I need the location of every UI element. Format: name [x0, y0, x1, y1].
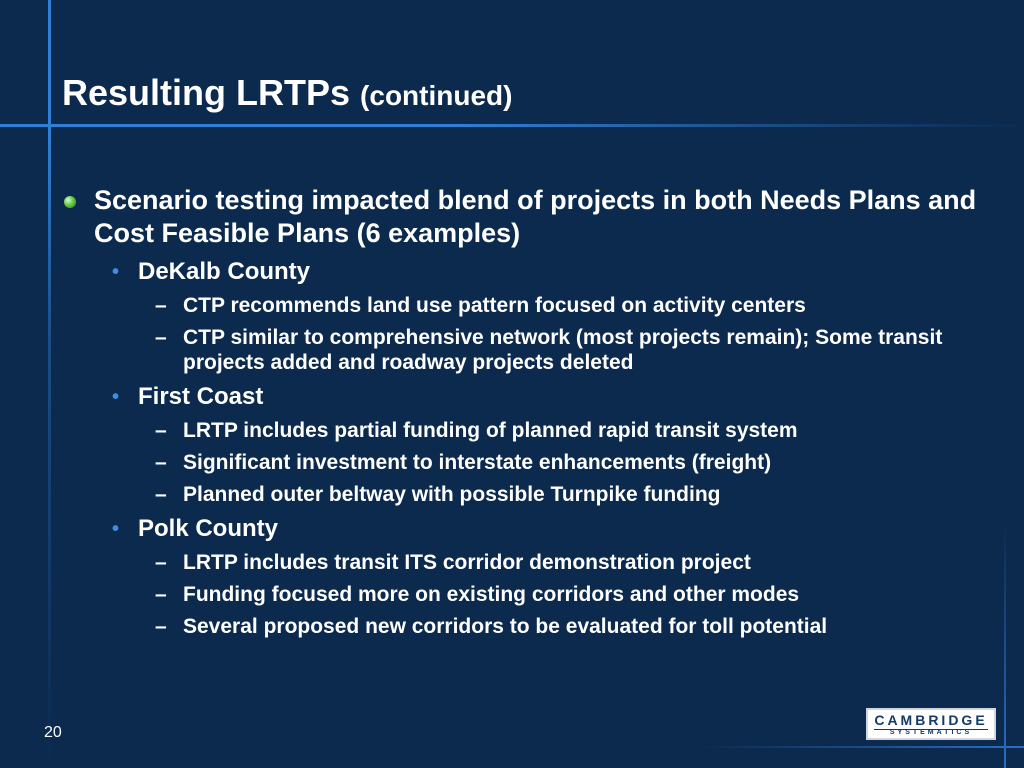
dash-bullet-icon: – — [155, 483, 167, 506]
list-item — [62, 418, 1002, 443]
list-item — [62, 450, 1002, 475]
accent-line-bottom — [700, 746, 1024, 748]
list-item-text: Funding focused more on existing corridors and other modes — [183, 583, 800, 606]
green-orb-bullet-icon — [64, 196, 76, 208]
list-item — [62, 325, 1002, 375]
dash-bullet-icon: – — [155, 583, 167, 606]
slide-content — [62, 184, 1002, 639]
page-number: 20 — [44, 724, 62, 741]
list-item-text: Significant investment to interstate enhancements (freight) — [183, 451, 772, 474]
list-item — [62, 293, 1002, 318]
list-item-text: Planned outer beltway with possible Turnpike funding — [183, 483, 721, 506]
dash-bullet-icon: – — [155, 551, 167, 574]
list-item — [62, 614, 1002, 639]
slide-title — [62, 72, 512, 114]
blue-dot-bullet-icon: • — [112, 261, 120, 283]
accent-line-horizontal — [0, 124, 1024, 127]
main-bullet-text: Scenario testing impacted blend of projects in both Needs Plans and Cost Feasible Plans (6 examples) — [94, 185, 977, 248]
accent-line-vertical — [48, 0, 51, 768]
county-label: Polk County — [138, 515, 279, 542]
dash-bullet-icon: – — [155, 451, 167, 474]
list-item-text: LRTP includes transit ITS corridor demonstration project — [183, 551, 751, 574]
cambridge-systematics-logo — [866, 708, 996, 740]
county-dekalb — [62, 258, 1002, 286]
list-item — [62, 482, 1002, 507]
county-label: DeKalb County — [138, 258, 311, 285]
list-item-text: CTP similar to comprehensive network (most projects remain); Some transit projects added and roadway projects deleted — [183, 326, 943, 374]
county-label: First Coast — [138, 383, 264, 410]
list-item — [62, 550, 1002, 575]
slide-title-sub: (continued) — [360, 80, 513, 111]
dash-bullet-icon: – — [155, 294, 167, 317]
dash-bullet-icon: – — [155, 615, 167, 638]
blue-dot-bullet-icon: • — [112, 386, 120, 408]
county-first-coast — [62, 383, 1002, 411]
logo-sub-text: SYSTEMATICS — [889, 729, 973, 736]
blue-dot-bullet-icon: • — [112, 518, 120, 540]
dash-bullet-icon: – — [155, 326, 167, 349]
list-item-text: Several proposed new corridors to be evaluated for toll potential — [183, 615, 828, 638]
main-bullet — [62, 184, 1002, 250]
slide-title-main: Resulting LRTPs — [62, 72, 351, 113]
list-item — [62, 582, 1002, 607]
logo-main-text: CAMBRIDGE — [874, 712, 988, 728]
county-polk — [62, 515, 1002, 543]
dash-bullet-icon: – — [155, 419, 167, 442]
accent-line-right — [1004, 520, 1006, 768]
list-item-text: CTP recommends land use pattern focused on activity centers — [183, 294, 806, 317]
list-item-text: LRTP includes partial funding of planned rapid transit system — [183, 419, 798, 442]
